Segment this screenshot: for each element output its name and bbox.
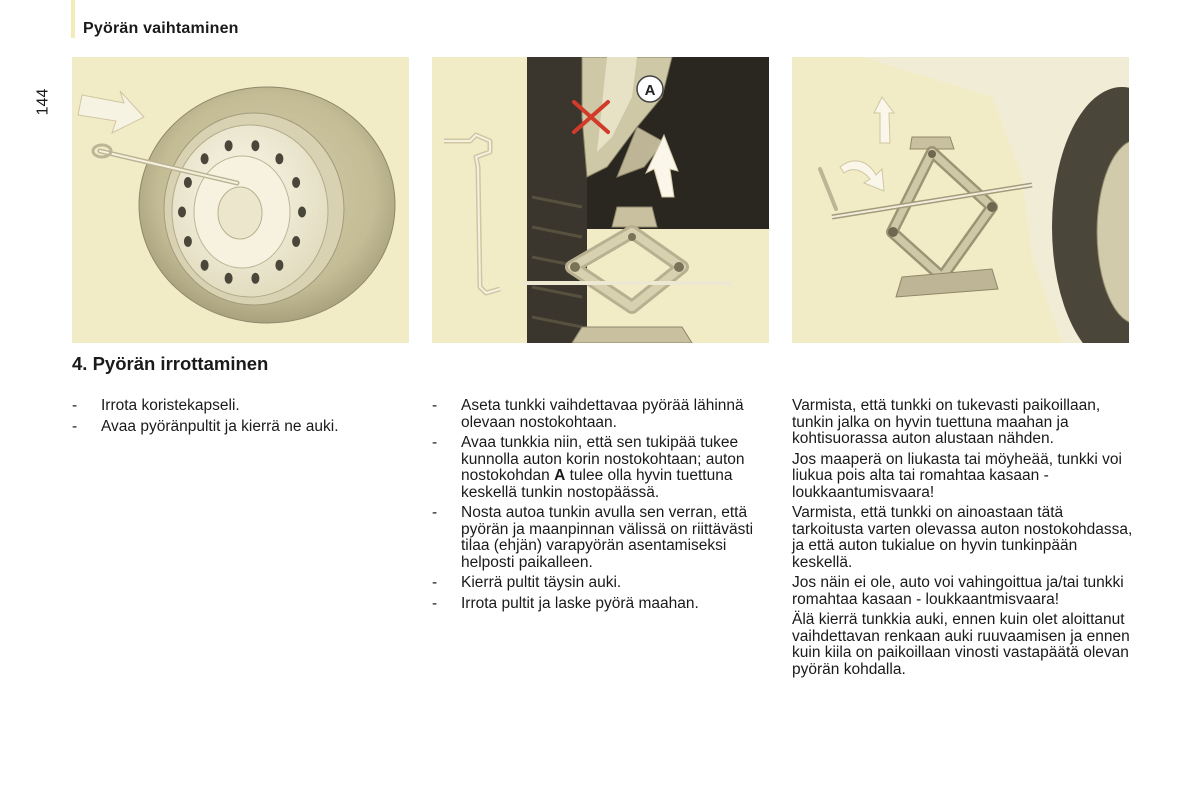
list-item: - Nosta autoa tunkin avulla sen verran, että pyörän ja maanpinnan välissä on riittävästi tilaa (ehjän) varapyörän asentamiseksi helposti paikalleen. [432, 504, 754, 571]
warning-paragraph: Varmista, että tunkki on ainoastaan tätä tarkoitusta varten olevassa auton nostokohdassa, ja että auton tukialue on hyvin tunkinpään keskellä. [792, 504, 1133, 571]
page-number-text: 144 [34, 88, 52, 116]
illustration-wheel-wrench [72, 57, 409, 343]
warning-paragraph: Älä kierrä tunkkia auki, ennen kuin olet aloittanut vaihdettavan renkaan auki ruuvaamisen ja ennen kuin kiila on paikoillaan vinosti vastapäätä olevan pyörän kohdalla. [792, 611, 1130, 678]
list-item: - Avaa pyöränpultit ja kierrä ne auki. [72, 417, 339, 435]
section-title: Pyörän vaihtaminen [83, 20, 239, 37]
page-number [30, 80, 56, 124]
list-item: - Kierrä pultit täysin auki. [432, 574, 622, 591]
illustration-jack-crank [792, 57, 1129, 343]
warnings-column [792, 398, 1137, 682]
warning-paragraph: Jos maaperä on liukasta tai möyheää, tunkki voi liukua pois alta tai romahtaa kasaan - loukkaantumisvaara! [792, 450, 1122, 501]
header-accent-bar [71, 0, 75, 38]
list-item: - Irrota koristekapseli. [72, 397, 240, 414]
list-item: - Irrota pultit ja laske pyörä maahan. [432, 594, 699, 612]
lifting-point-label: A [554, 467, 566, 484]
warning-paragraph: Jos näin ei ole, auto voi vahingoittua ja/tai tunkki romahtaa kasaan - loukkaantmisvaara! [792, 574, 1124, 608]
point-a-label: A [644, 82, 656, 99]
list-item: - Avaa tunkkia niin, että sen tukipää tukee kunnolla auton korin nostokohtaan; auton nostokohdan A tulee olla hyvin tuettuna keskellä tunkin nostopäässä. [432, 434, 745, 501]
step-heading: 4. Pyörän irrottaminen [72, 353, 269, 374]
warning-paragraph: Varmista, että tunkki on tukevasti paikoillaan, tunkin jalka on hyvin tuettuna maahan ja kohtisuorassa auton alustaan nähden. [792, 397, 1101, 447]
instructions-column-1 [72, 398, 412, 439]
instructions-column-2 [432, 398, 772, 616]
illustration-jack-lifting-point [432, 57, 769, 343]
list-item: - Aseta tunkki vaihdettavaa pyörää lähinnä olevaan nostokohtaan. [432, 397, 744, 431]
